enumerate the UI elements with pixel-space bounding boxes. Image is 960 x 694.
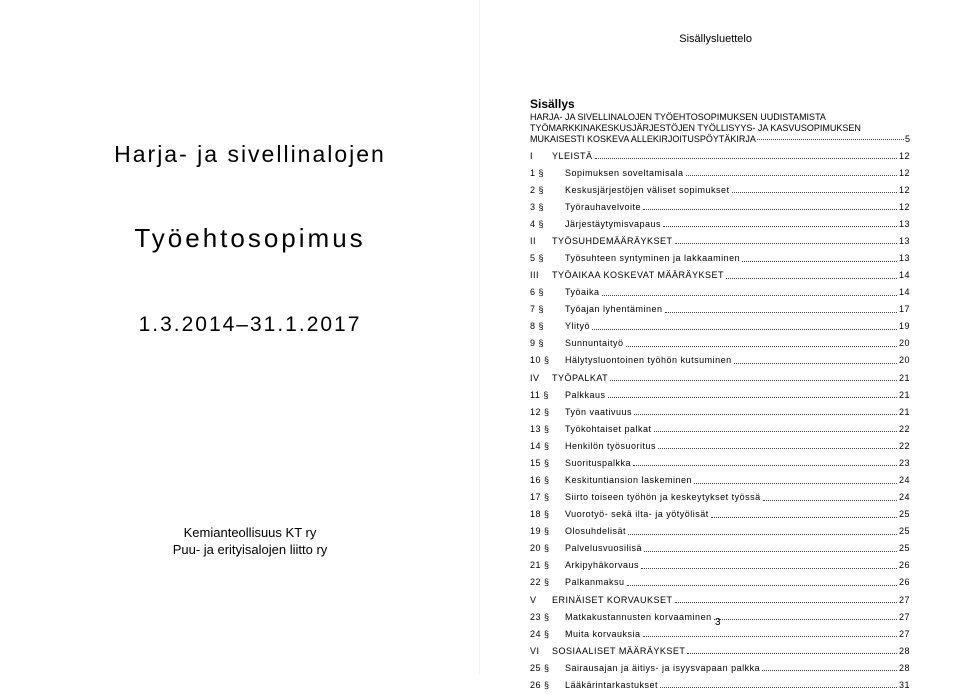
- toc-entry[interactable]: [530, 352, 910, 369]
- dot-leader: [714, 619, 897, 620]
- toc-entry-number: 14 §: [530, 440, 550, 451]
- toc-entry-title: Työsuhteen syntyminen ja lakkaaminen: [565, 253, 741, 263]
- toc-entry-page: 24: [898, 475, 910, 486]
- intro-line: TYÖMARKKINAKESKUSJÄRJESTÖJEN TYÖLLISYYS- JA KASVUSOPIMUKSEN: [530, 123, 861, 133]
- publisher-line1: Kemianteollisuus KT ry: [183, 525, 317, 540]
- cover-period: 1.3.2014–31.1.2017: [138, 313, 362, 336]
- toc-entry-page: 12: [898, 150, 910, 161]
- toc-entry-number: 7 §: [530, 304, 545, 315]
- toc-entry[interactable]: [530, 454, 910, 471]
- toc-entry-number: 1 §: [530, 167, 545, 178]
- toc-entry[interactable]: [530, 471, 910, 488]
- toc-entry-page: 14: [898, 287, 910, 298]
- toc-entry[interactable]: [530, 198, 910, 215]
- dot-leader: [675, 243, 897, 244]
- toc-entry-title: Sopimuksen soveltamisala: [565, 167, 684, 178]
- dot-leader: [665, 312, 897, 313]
- toc-entry-page: 26: [898, 577, 910, 588]
- toc-entry-number: 3 §: [530, 201, 545, 212]
- dot-leader: [634, 414, 897, 415]
- toc-entry-page: 27: [898, 611, 910, 622]
- toc-entry[interactable]: [530, 506, 910, 523]
- toc-entry-page: 28: [898, 645, 910, 656]
- toc-entry[interactable]: [530, 557, 910, 574]
- toc-entry-number: I: [530, 150, 534, 161]
- toc-entry-number: 15 §: [530, 457, 550, 468]
- toc-entry-title: Olosuhdelisät: [565, 526, 627, 537]
- toc-entry-page: 22: [898, 440, 910, 451]
- publisher-line2: Puu- ja erityisalojen liitto ry: [172, 542, 328, 557]
- toc-entry-number: 26 §: [530, 679, 550, 690]
- toc-entry-number: IV: [530, 372, 540, 383]
- intro-line: HARJA- JA SIVELLINALOJEN TYÖEHTOSOPIMUKSEN UUDISTAMISTA: [530, 112, 826, 122]
- toc-entry-page: 13: [898, 235, 910, 246]
- dot-leader: [608, 397, 897, 398]
- toc-entry-title: TYÖAIKAA KOSKEVAT MÄÄRÄYKSET: [552, 270, 725, 281]
- toc-entry-number: II: [530, 235, 537, 246]
- toc-intro: [530, 112, 910, 145]
- toc-list: [530, 147, 910, 694]
- toc-entry-page: 21: [898, 389, 910, 400]
- toc-entry[interactable]: [530, 523, 910, 540]
- toc-entry-title: Järjestäytymisvapaus: [565, 218, 662, 229]
- dot-leader: [628, 534, 897, 535]
- toc-entry[interactable]: [530, 164, 910, 181]
- dot-leader: [654, 431, 897, 432]
- dot-leader: [660, 687, 897, 688]
- toc-entry-page: 27: [898, 594, 910, 605]
- toc-entry[interactable]: [530, 369, 910, 386]
- toc-entry-number: 20 §: [530, 543, 550, 554]
- dot-leader: [763, 500, 897, 501]
- toc-entry-number: 10 §: [530, 355, 550, 366]
- toc-entry-title: Työrauhavelvoite: [565, 201, 642, 212]
- toc-entry-title: Hälytysluontoinen työhön kutsuminen: [565, 355, 732, 366]
- toc-entry-title: Siirto toiseen työhön ja keskeytykset työssä: [565, 492, 761, 503]
- toc-entry[interactable]: [530, 318, 910, 335]
- toc-entry-title: Palkanmaksu: [565, 577, 625, 588]
- toc-entry-title: Henkilön työsuoritus: [565, 440, 657, 451]
- dot-leader: [643, 636, 897, 637]
- toc-entry-number: 2 §: [530, 184, 545, 195]
- toc-entry[interactable]: [530, 181, 910, 198]
- toc-entry[interactable]: [530, 386, 910, 403]
- toc-entry[interactable]: [530, 676, 910, 693]
- toc-entry-number: 6 §: [530, 287, 545, 298]
- toc-entry-page: 19: [898, 321, 910, 332]
- dot-leader: [658, 448, 897, 449]
- toc-entry[interactable]: [530, 403, 910, 420]
- toc-entry-page: 25: [898, 543, 910, 554]
- toc-entry-title: Lääkärintarkastukset: [565, 679, 659, 690]
- intro-entry-page: 5: [904, 134, 910, 144]
- toc-entry[interactable]: [530, 574, 910, 591]
- toc-entry[interactable]: [530, 489, 910, 506]
- toc-entry-title: Suorituspalkka: [565, 457, 632, 468]
- toc-page: [480, 0, 960, 690]
- toc-entry-title: Sunnuntaityö: [565, 338, 624, 349]
- toc-entry[interactable]: [530, 147, 910, 164]
- toc-entry-page: 20: [898, 355, 910, 366]
- toc-entry-number: 18 §: [530, 509, 550, 520]
- toc-entry-number: 24 §: [530, 628, 550, 639]
- cover-page: [0, 0, 480, 674]
- dot-leader: [732, 192, 897, 193]
- dot-leader: [675, 602, 897, 603]
- toc-entry-title: TYÖPALKAT: [552, 372, 609, 383]
- dot-leader: [734, 363, 897, 364]
- toc-entry-title: Keskituntiansion laskeminen: [565, 475, 693, 486]
- toc-entry[interactable]: [530, 642, 910, 659]
- dot-leader: [757, 139, 904, 140]
- toc-entry-page: 21: [898, 372, 910, 383]
- dot-leader: [641, 568, 897, 569]
- toc-entry[interactable]: [530, 420, 910, 437]
- toc-entry[interactable]: [530, 284, 910, 301]
- dot-leader: [663, 226, 897, 227]
- dot-leader: [595, 158, 897, 159]
- toc-entry-title: Muita korvauksia: [565, 628, 641, 639]
- cover-title-line2: Työehtosopimus: [134, 223, 366, 253]
- toc-entry-title: Keskusjärjestöjen väliset sopimukset: [565, 184, 730, 195]
- toc-entry-title: Ylityö: [565, 321, 591, 332]
- toc-entry-page: 28: [898, 662, 910, 673]
- toc-entry-page: 27: [898, 628, 910, 639]
- dot-leader: [687, 653, 897, 654]
- dot-leader: [686, 175, 897, 176]
- dot-leader: [726, 278, 897, 279]
- toc-entry-title: Palvelusvuosilisä: [565, 543, 643, 554]
- toc-entry-page: 13: [898, 218, 910, 229]
- toc-entry-number: 22 §: [530, 577, 550, 588]
- toc-entry-number: 8 §: [530, 321, 545, 332]
- dot-leader: [633, 465, 897, 466]
- toc-entry-title: Työkohtaiset palkat: [565, 423, 652, 434]
- toc-entry[interactable]: [530, 215, 910, 232]
- toc-entry-title: Työn vaativuus: [565, 406, 633, 417]
- toc-entry-title: Työaika: [565, 287, 600, 298]
- toc-heading: Sisällys: [530, 97, 575, 111]
- dot-leader: [742, 261, 897, 262]
- toc-entry-page: 14: [898, 270, 910, 281]
- toc-entry-number: 17 §: [530, 492, 550, 503]
- dot-leader: [711, 517, 897, 518]
- toc-entry-page: 24: [898, 492, 910, 503]
- dot-leader: [762, 670, 897, 671]
- toc-entry-page: 31: [898, 679, 910, 690]
- toc-entry-number: 23 §: [530, 611, 550, 622]
- dot-leader: [626, 346, 897, 347]
- toc-entry[interactable]: [530, 232, 910, 249]
- dot-leader: [694, 483, 897, 484]
- toc-entry-page: 25: [898, 509, 910, 520]
- toc-entry-page: 13: [898, 253, 910, 263]
- toc-entry-number: III: [530, 270, 540, 281]
- toc-entry-title: ERINÄISET KORVAUKSET: [552, 594, 673, 605]
- toc-entry-title: Työajan lyhentäminen: [565, 304, 663, 315]
- toc-entry-page: 23: [898, 457, 910, 468]
- toc-entry[interactable]: [530, 540, 910, 557]
- toc-entry[interactable]: [530, 249, 910, 266]
- cover-title-line1: Harja- ja sivellinalojen: [114, 141, 386, 167]
- toc-entry[interactable]: [530, 437, 910, 454]
- dot-leader: [627, 585, 897, 586]
- toc-entry-page: 20: [898, 338, 910, 349]
- toc-entry-number: 12 §: [530, 406, 550, 417]
- toc-entry-number: 11 §: [530, 389, 549, 400]
- toc-entry-page: 12: [898, 201, 910, 212]
- toc-entry[interactable]: [530, 591, 910, 608]
- running-header: Sisällysluettelo: [679, 33, 752, 45]
- toc-entry-number: 5 §: [530, 253, 545, 263]
- toc-entry-page: 21: [898, 406, 910, 417]
- toc-entry-page: 22: [898, 423, 910, 434]
- toc-entry-title: Sairausajan ja äitiys- ja isyysvapaan palkka: [565, 662, 761, 673]
- toc-entry-title: Matkakustannusten korvaaminen: [565, 611, 712, 622]
- toc-entry-page: 25: [898, 526, 910, 537]
- toc-entry-number: 21 §: [530, 560, 550, 571]
- toc-entry[interactable]: [530, 301, 910, 318]
- toc-entry-page: 26: [898, 560, 910, 571]
- intro-entry-title: MUKAISESTI KOSKEVA ALLEKIRJOITUSPÖYTÄKIRJA: [530, 134, 756, 144]
- page-number: 3: [715, 617, 721, 628]
- intro-entry[interactable]: [530, 134, 910, 145]
- toc-entry[interactable]: [530, 267, 910, 284]
- toc-entry-number: 16 §: [530, 475, 550, 486]
- toc-entry-title: SOSIAALISET MÄÄRÄYKSET: [552, 645, 686, 656]
- toc-entry-number: VI: [530, 645, 540, 656]
- dot-leader: [602, 295, 897, 296]
- toc-entry-title: Palkkaus: [565, 389, 606, 400]
- toc-entry-number: 13 §: [530, 423, 550, 434]
- toc-entry-title: Vuorotyö- sekä ilta- ja yötyölisät: [565, 509, 709, 520]
- toc-entry-number: 4 §: [530, 218, 545, 229]
- dot-leader: [644, 551, 897, 552]
- toc-entry-number: V: [530, 594, 537, 605]
- toc-entry-number: 19 §: [530, 526, 550, 537]
- dot-leader: [610, 380, 897, 381]
- toc-entry-page: 17: [898, 304, 910, 315]
- dot-leader: [592, 329, 897, 330]
- toc-entry[interactable]: [530, 335, 910, 352]
- toc-entry-page: 12: [898, 167, 910, 178]
- toc-entry-number: 9 §: [530, 338, 545, 349]
- toc-entry-title: TYÖSUHDEMÄÄRÄYKSET: [552, 235, 673, 246]
- toc-entry-title: YLEISTÄ: [552, 150, 593, 161]
- dot-leader: [643, 209, 897, 210]
- toc-entry-page: 12: [898, 184, 910, 195]
- toc-entry-number: 25 §: [530, 662, 550, 673]
- toc-entry-title: Arkipyhäkorvaus: [565, 560, 640, 571]
